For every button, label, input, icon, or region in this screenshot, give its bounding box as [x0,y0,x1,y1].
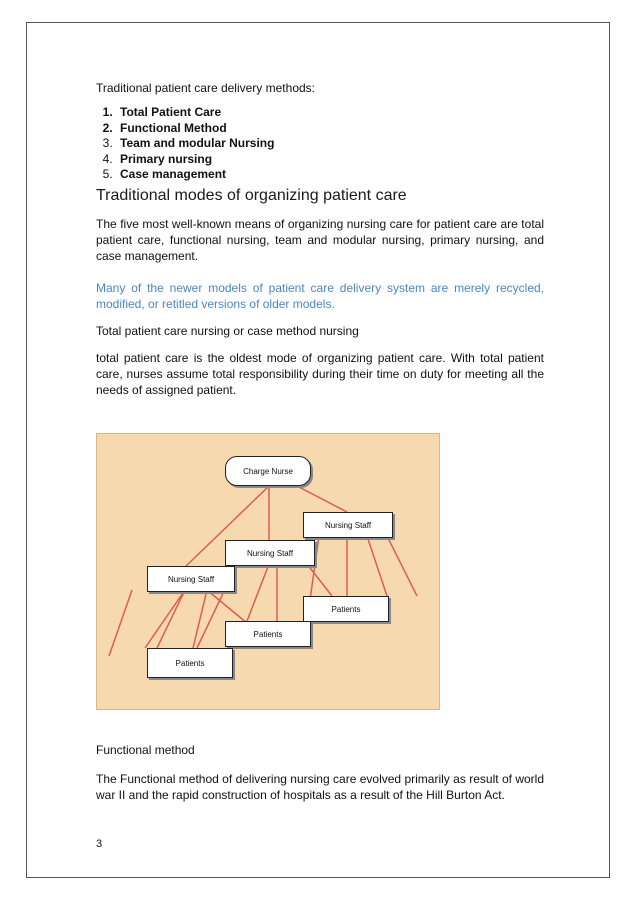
methods-list [96,105,274,183]
connector-line [109,590,132,656]
nursing-staff-node [225,540,315,566]
node-label: Charge Nurse [243,466,293,476]
org-chart-figure [96,433,440,710]
connector-line [247,564,269,621]
connector-line [297,486,347,512]
paragraph-total-patient-care: total patient care is the oldest mode of organizing patient care. With total patient care, nurses assume total responsibility during their time on duty for meeting all the needs of assigned patient. [96,351,544,397]
paragraph-five-means: The five most well-known means of organizing nursing care for patient care are total patient care, functional nursing, team and modular nursing, primary nursing, and case management. [96,217,544,263]
patients-node [225,621,311,647]
method-label: Case management [120,167,227,182]
paragraph-functional-method: The Functional method of delivering nursing care evolved primarily as result of world war II and the rapid construction of hospitals as a result of the Hill Burton Act. [96,772,544,802]
node-label: Patients [253,629,283,639]
method-label: Functional Method [120,120,227,135]
patients-node [147,648,233,678]
node-label: Nursing Staff [167,574,215,584]
intro-text: Traditional patient care delivery methods: [96,81,315,95]
paragraph-total-patient-care-title: Total patient care nursing or case method nursing [96,324,359,338]
list-item [116,121,274,137]
nursing-staff-node [147,566,235,592]
paragraph-newer-models: Many of the newer models of patient care delivery system are merely recycled, modified, or retitled versions of older models. [96,281,544,311]
list-item [116,167,274,183]
method-label: Primary nursing [120,151,213,166]
connector-line [157,590,185,648]
list-item [116,152,274,168]
connector-line [387,536,417,596]
method-label: Team and modular Nursing [120,136,275,151]
charge-nurse-node [225,456,311,486]
list-item [116,136,274,152]
node-label: Patients [175,658,205,668]
node-label: Patients [331,604,361,614]
connector-line [367,536,387,596]
paragraph-functional-title: Functional method [96,743,195,757]
patients-node [303,596,389,622]
node-label: Nursing Staff [246,548,294,558]
node-label: Nursing Staff [324,520,372,530]
nursing-staff-node [303,512,393,538]
connector-line [145,590,185,648]
method-label: Total Patient Care [120,105,222,119]
connector-line [193,590,207,648]
list-item [116,105,274,121]
section-heading: Traditional modes of organizing patient care [96,187,407,204]
page-number: 3 [96,838,103,850]
